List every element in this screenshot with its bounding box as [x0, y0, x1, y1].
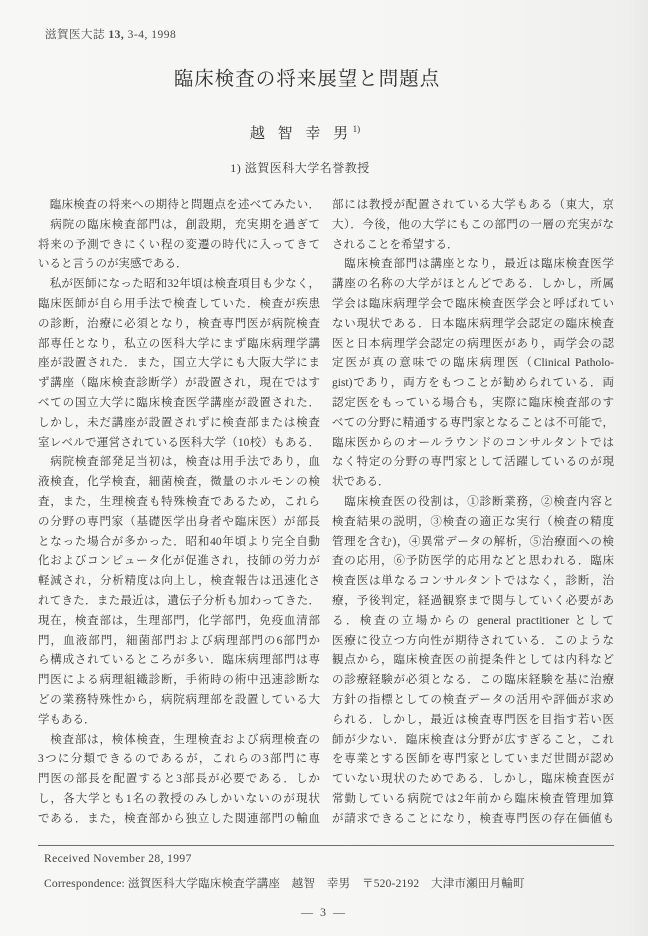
- text-line: 大）．今後，他の大学にもこの部門の一層の充実がな: [332, 218, 614, 231]
- text-line: 療，予後判定，経過観察まで関与していく必要があ: [332, 594, 614, 607]
- text-line: 化およびコンピュータ化が促進され，技師の労力が: [38, 555, 320, 568]
- text-line: 軽減され，分析精度は向上し，検査報告は迅速化さ: [38, 575, 320, 588]
- text-line: 臨床検査部門は講座となり，最近は臨床検査医学: [332, 258, 614, 271]
- text-line: べての分野に精通する専門家となることは不可能で，: [332, 416, 614, 429]
- body-columns: [38, 196, 614, 830]
- text-line: ら構成されているところが多い．臨床病理部門は専: [38, 654, 320, 667]
- text-line: 医と日本病理学会認定の病理医があり，両学会の認: [332, 337, 614, 350]
- text-line: 臨床検査医の役割は，①診断業務，②検査内容と: [332, 495, 614, 508]
- text-line: 状である．: [332, 476, 390, 489]
- text-line: しかし，未だ講座が設置されずに検査部または検査: [38, 416, 320, 429]
- text-line: となった場合が多かった．昭和40年頃より完全自動: [38, 535, 320, 548]
- text-line: れてきた．また最近は，遺伝子分析も加わってきた．: [38, 594, 320, 607]
- journal-header: [45, 26, 176, 42]
- text-line: 3つに分類できるのであるが，これらの3部門に専: [38, 753, 320, 766]
- text-line: 講座の名称の大学がほとんどである．しかし，所属: [332, 278, 614, 291]
- text-line: なく特定の分野の専門家として活躍しているのが現: [332, 456, 614, 469]
- text-line: 定医が真の意味での臨床病理医（Clinical Patholo-: [332, 357, 614, 370]
- text-line: 液検査，化学検査，細菌検査，微量のホルモンの検: [38, 476, 320, 489]
- journal-issue: 3-4, 1998: [127, 29, 177, 41]
- text-line: 門医の部長を配置すると3部長が必要である．しか: [38, 773, 320, 786]
- text-line: 門，血液部門，細菌部門および病理部門の6部門か: [38, 634, 320, 647]
- text-line: どの業務特殊性から，病院病理部を設置している大: [38, 693, 320, 706]
- text-line: し，各大学とも1名の教授のみしかいないのが現状: [38, 792, 320, 805]
- text-line: 現在，検査部は，生理部門，化学部門，免疫血清部: [38, 614, 320, 627]
- text-line: 常勤している病院では2年前から臨床検査管理加算: [332, 792, 614, 805]
- text-line: 臨床医からのオールラウンドのコンサルタントでは: [332, 436, 614, 449]
- text-line: が請求できることになり，検査専門医の存在価値も: [332, 812, 614, 825]
- journal-name: 滋賀医大誌: [45, 29, 105, 41]
- text-line: 方針の指標としての検査データの活用や評価が求め: [332, 693, 614, 706]
- correspondence-line: Correspondence: 滋賀医科大学臨床検査学講座 越智 幸男 〒520-2192 大津市瀬田月輪町: [44, 878, 525, 890]
- text-line: されることを希望する．: [332, 238, 459, 251]
- text-line: 観点から，臨床検査医の前提条件としては内科など: [332, 654, 614, 667]
- author-name: 越 智 幸 男: [249, 126, 353, 142]
- affiliation-line: 1) 滋賀医科大学名誉教授: [230, 161, 370, 175]
- text-line: を専業とする医師を専門家としていまだ世間が認め: [332, 753, 614, 766]
- text-line: 病院の臨床検査部門は，創設期，充実期を過ぎて: [38, 218, 320, 231]
- left-column: [38, 196, 320, 830]
- text-line: 私が医師になった昭和32年頃は検査項目も少なく，: [38, 278, 320, 291]
- text-line: の診断，治療に必須となり，検査専門医が病院検査: [38, 317, 320, 330]
- text-line: ない現状である．日本臨床病理学会認定の臨床検査: [332, 317, 614, 330]
- journal-volume: 13,: [108, 29, 125, 41]
- text-line: 検査部は，検体検査，生理検査および病理検査の: [38, 733, 320, 746]
- text-line: 座が設置された．また，国立大学にも大阪大学にま: [38, 357, 320, 370]
- text-line: 部には教授が配置されている大学もある（東大，京: [332, 199, 614, 211]
- text-line: る．検査の立場からの general practitioner として: [332, 614, 614, 627]
- text-line: 査，また，生理検査も特殊検査であるため，これら: [38, 495, 320, 508]
- author-line: [0, 122, 610, 143]
- text-line: ていない現状のためである．しかし，臨床検査医が: [332, 773, 614, 786]
- text-line: 査の応用，⑥予防医学的応用などと思われる．臨床: [332, 555, 614, 568]
- text-line: られる．しかし，最近は検査専門医を目指す若い医: [332, 713, 614, 726]
- text-line: 病院検査部発足当初は，検査は用手法であり，血: [38, 456, 320, 469]
- text-line: の分野の専門家（基礎医学出身者や臨床医）が部長: [38, 515, 320, 528]
- text-line: 検査医は単なるコンサルタントではなく，診断，治: [332, 575, 614, 588]
- text-line: いると言うのが実感である．: [38, 258, 188, 271]
- text-line: 部専任となり，私立の医科大学にまず臨床病理学講: [38, 337, 320, 350]
- text-line: 師が少ない．臨床検査は分野が広すぎること，これ: [332, 733, 614, 746]
- paper-title: 臨床検査の将来展望と問題点: [173, 69, 441, 90]
- text-line: の診療経験が必須となる．この臨床経験を基に治療: [332, 674, 614, 687]
- text-line: 検査結果の説明，③検査の適正な実行（検査の精度: [332, 515, 614, 528]
- text-line: である．また，検査部から独立した関連部門の輸血: [38, 812, 320, 825]
- page-number: — 3 —: [301, 905, 347, 919]
- received-date: Received November 28, 1997: [44, 853, 192, 865]
- text-line: べての国立大学に臨床検査医学講座が設置された．: [38, 396, 320, 409]
- text-line: 医療に役立つ方向性が期待されている．このような: [332, 634, 614, 647]
- text-line: 学もある．: [38, 713, 96, 726]
- right-column: [332, 196, 614, 830]
- text-line: 学会は臨床病理学会で臨床検査医学会と呼ばれてい: [332, 297, 614, 310]
- footnote-divider: [38, 845, 614, 846]
- author-footnote-mark: 1): [352, 124, 361, 134]
- text-line: 臨床検査の将来への期待と問題点を述べてみたい．: [38, 199, 320, 211]
- text-line: gist)であり，両方をもつことが勧められている．両: [332, 377, 614, 390]
- text-line: 管理を含む)，④異常データの解析，⑤治療面への検: [332, 535, 614, 548]
- text-line: 門医による病理組織診断，手術時の術中迅速診断な: [38, 674, 320, 687]
- text-line: 認定医をもっている場合も，実際に臨床検査部のす: [332, 396, 614, 409]
- text-line: 臨床医師が自ら用手法で検査していた．検査が疾患: [38, 297, 320, 310]
- text-line: ず講座（臨床検査診断学）が設置され，現在ではす: [38, 377, 320, 390]
- text-line: 室レベルで運営されている医科大学（10校）もある．: [38, 436, 320, 449]
- text-line: 将来の予測できにくい程の変遷の時代に入ってきて: [38, 238, 320, 251]
